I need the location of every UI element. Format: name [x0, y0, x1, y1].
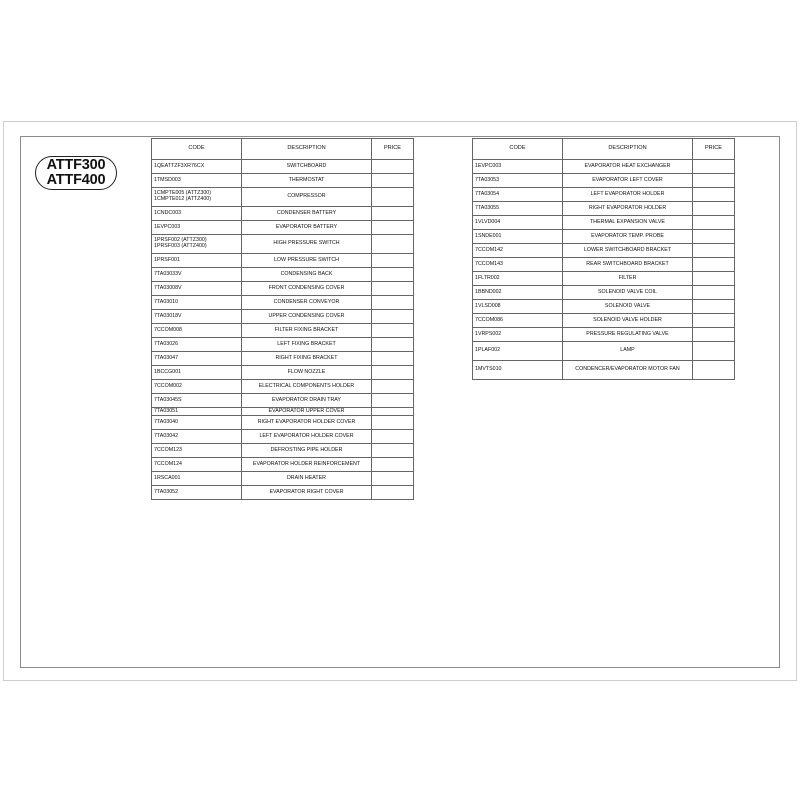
table-row	[152, 352, 414, 366]
table-row	[473, 258, 735, 272]
table-header-row	[473, 139, 735, 160]
part-code: 1SNDE001	[473, 230, 563, 244]
part-price[interactable]	[372, 458, 414, 472]
table-row	[473, 174, 735, 188]
table-row	[152, 254, 414, 268]
part-price[interactable]	[693, 314, 735, 328]
table-row	[473, 328, 735, 342]
part-description: CONDENSER CONVEYOR	[242, 296, 372, 310]
table-row	[152, 268, 414, 282]
table-row	[473, 160, 735, 174]
part-price[interactable]	[372, 380, 414, 394]
part-code: 1MVTS010	[473, 361, 563, 380]
description-header: DESCRIPTION	[563, 139, 693, 160]
part-description: CONDENSING BACK	[242, 268, 372, 282]
table-row	[473, 286, 735, 300]
part-description: EVAPORATOR RIGHT COVER	[242, 486, 372, 500]
part-description: RIGHT EVAPORATOR HOLDER COVER	[242, 416, 372, 430]
table-row	[152, 282, 414, 296]
part-code: 7TA03008V	[152, 282, 242, 296]
part-price[interactable]	[693, 216, 735, 230]
part-description: FILTER FIXING BRACKET	[242, 324, 372, 338]
part-code: 1RSCA001	[152, 472, 242, 486]
part-price[interactable]	[372, 416, 414, 430]
part-price[interactable]	[372, 160, 414, 174]
part-price[interactable]	[693, 258, 735, 272]
part-code: 7TA03026	[152, 338, 242, 352]
part-price[interactable]	[372, 207, 414, 221]
part-price[interactable]	[372, 338, 414, 352]
table-row	[152, 430, 414, 444]
part-description: SOLENOID VALVE HOLDER	[563, 314, 693, 328]
table-row	[473, 230, 735, 244]
part-code: 7CCOM008	[152, 324, 242, 338]
part-description: SOLENOID VALVE	[563, 300, 693, 314]
part-code: 1CNDC003	[152, 207, 242, 221]
table-row	[152, 416, 414, 430]
table-row	[152, 160, 414, 174]
table-row	[152, 472, 414, 486]
part-price[interactable]	[372, 472, 414, 486]
part-description: DEFROSTING PIPE HOLDER	[242, 444, 372, 458]
part-price[interactable]	[372, 254, 414, 268]
part-description: LEFT EVAPORATOR HOLDER COVER	[242, 430, 372, 444]
part-description: LAMP	[563, 342, 693, 361]
part-description: REAR SWITCHBOARD BRACKET	[563, 258, 693, 272]
code-header: CODE	[473, 139, 563, 160]
part-description: FILTER	[563, 272, 693, 286]
part-code: 7TA03045S	[152, 394, 242, 408]
part-description: THERMOSTAT	[242, 174, 372, 188]
part-description: EVAPORATOR HOLDER REINFORCEMENT	[242, 458, 372, 472]
table-row	[152, 338, 414, 352]
part-description: EVAPORATOR TEMP. PROBE	[563, 230, 693, 244]
part-code: 7TA03033V	[152, 268, 242, 282]
table-row	[473, 188, 735, 202]
part-description: EVAPORATOR BATTERY	[242, 221, 372, 235]
part-price[interactable]	[693, 160, 735, 174]
part-code: 7TA03054	[473, 188, 563, 202]
price-header: PRICE	[693, 139, 735, 160]
table-row	[152, 207, 414, 221]
table-row	[152, 380, 414, 394]
table-row	[152, 366, 414, 380]
price-header: PRICE	[372, 139, 414, 160]
table-row	[152, 394, 414, 408]
part-code: 7CCOM086	[473, 314, 563, 328]
part-code: 1TMSD003	[152, 174, 242, 188]
part-price[interactable]	[372, 352, 414, 366]
part-description: EVAPORATOR LEFT COVER	[563, 174, 693, 188]
part-code: 1BCCG001	[152, 366, 242, 380]
table-row	[152, 174, 414, 188]
part-price[interactable]	[372, 366, 414, 380]
part-code: 1PRSF001	[152, 254, 242, 268]
part-price[interactable]	[693, 188, 735, 202]
part-description: EVAPORATOR DRAIN TRAY	[242, 394, 372, 408]
model-badge	[35, 156, 117, 190]
part-price[interactable]	[372, 430, 414, 444]
part-price[interactable]	[372, 174, 414, 188]
part-price[interactable]	[372, 310, 414, 324]
part-price[interactable]	[693, 272, 735, 286]
part-description: FRONT CONDENSING COVER	[242, 282, 372, 296]
part-code: 1EVPC003	[473, 160, 563, 174]
part-code: 7TA03018V	[152, 310, 242, 324]
part-code: 7TA03053	[473, 174, 563, 188]
model-name-1: ATTF300	[46, 157, 106, 173]
part-price[interactable]	[693, 202, 735, 216]
part-description: LEFT EVAPORATOR HOLDER	[563, 188, 693, 202]
part-price[interactable]	[693, 342, 735, 361]
part-price[interactable]	[372, 486, 414, 500]
part-description: LEFT FIXING BRACKET	[242, 338, 372, 352]
part-description: FLOW NOZZLE	[242, 366, 372, 380]
parts-table-right	[472, 138, 735, 380]
part-price[interactable]	[372, 408, 414, 416]
part-description: DRAIN HEATER	[242, 472, 372, 486]
table-row	[152, 444, 414, 458]
part-price[interactable]	[372, 296, 414, 310]
part-description: LOWER SWITCHBOARD BRACKET	[563, 244, 693, 258]
part-code: 7TA03040	[152, 416, 242, 430]
table-row	[473, 244, 735, 258]
model-name-2: ATTF400	[46, 172, 106, 188]
table-header-row	[152, 139, 414, 160]
part-code: 1QEATTZF3XR76CX	[152, 160, 242, 174]
part-code: 1CMPTE005 (ATTZ300) 1CMPTE012 (ATTZ400)	[152, 188, 242, 207]
part-code: 1BBND002	[473, 286, 563, 300]
parts-table-left	[151, 138, 414, 500]
part-price[interactable]	[372, 221, 414, 235]
part-description: SOLENOID VALVE COIL	[563, 286, 693, 300]
part-price[interactable]	[372, 188, 414, 207]
part-description: RIGHT FIXING BRACKET	[242, 352, 372, 366]
part-price[interactable]	[372, 394, 414, 408]
table-row	[152, 324, 414, 338]
table-row	[152, 221, 414, 235]
part-code: 1EVPC003	[152, 221, 242, 235]
part-code: 7CCOM002	[152, 380, 242, 394]
part-code: 7TA03042	[152, 430, 242, 444]
part-description: EVAPORATOR HEAT EXCHANGER	[563, 160, 693, 174]
part-price[interactable]	[693, 300, 735, 314]
part-description: CONDENSER BATTERY	[242, 207, 372, 221]
parts-table-right-body	[473, 160, 735, 380]
part-code: 7CCOM142	[473, 244, 563, 258]
part-price[interactable]	[372, 324, 414, 338]
part-description: EVAPORATOR UPPER COVER	[242, 408, 372, 416]
table-row	[152, 486, 414, 500]
part-price[interactable]	[693, 230, 735, 244]
table-row	[152, 296, 414, 310]
part-description: ELECTRICAL COMPONENTS HOLDER	[242, 380, 372, 394]
part-code: 1VLVD004	[473, 216, 563, 230]
part-description: PRESSURE REGULATING VALVE	[563, 328, 693, 342]
part-price[interactable]	[372, 268, 414, 282]
description-header: DESCRIPTION	[242, 139, 372, 160]
part-code: 7CCOM123	[152, 444, 242, 458]
part-description: COMPRESSOR	[242, 188, 372, 207]
part-price[interactable]	[693, 361, 735, 380]
part-code: 1VLSD008	[473, 300, 563, 314]
table-row	[152, 235, 414, 254]
part-price[interactable]	[693, 286, 735, 300]
part-code: 7CCOM124	[152, 458, 242, 472]
part-price[interactable]	[693, 328, 735, 342]
part-code: 1VRPS002	[473, 328, 563, 342]
part-code: 1FLTR002	[473, 272, 563, 286]
part-code: 7TA03052	[152, 486, 242, 500]
table-row	[473, 314, 735, 328]
table-row	[473, 272, 735, 286]
table-row	[473, 361, 735, 380]
part-price[interactable]	[693, 244, 735, 258]
parts-table-left-body	[152, 160, 414, 500]
part-code: 1PRSF002 (ATTZ300) 1PRSF003 (ATTZ400)	[152, 235, 242, 254]
part-price[interactable]	[372, 444, 414, 458]
part-description: RIGHT EVAPORATOR HOLDER	[563, 202, 693, 216]
table-row	[152, 408, 414, 416]
part-description: THERMAL EXPANSION VALVE	[563, 216, 693, 230]
part-description: CONDENCER/EVAPORATOR MOTOR FAN	[563, 361, 693, 380]
part-code: 7TA03051	[152, 408, 242, 416]
table-row	[152, 458, 414, 472]
table-row	[152, 188, 414, 207]
part-description: UPPER CONDENSING COVER	[242, 310, 372, 324]
part-code: 7TA03010	[152, 296, 242, 310]
part-price[interactable]	[372, 282, 414, 296]
code-header: CODE	[152, 139, 242, 160]
part-price[interactable]	[372, 235, 414, 254]
table-row	[152, 310, 414, 324]
table-row	[473, 216, 735, 230]
table-row	[473, 342, 735, 361]
part-description: SWITCHBOARD	[242, 160, 372, 174]
part-description: LOW PRESSURE SWITCH	[242, 254, 372, 268]
part-code: 7CCOM143	[473, 258, 563, 272]
part-code: 1PLAF002	[473, 342, 563, 361]
part-code: 7TA03047	[152, 352, 242, 366]
table-row	[473, 202, 735, 216]
table-row	[473, 300, 735, 314]
part-code: 7TA03055	[473, 202, 563, 216]
part-description: HIGH PRESSURE SWITCH	[242, 235, 372, 254]
part-price[interactable]	[693, 174, 735, 188]
